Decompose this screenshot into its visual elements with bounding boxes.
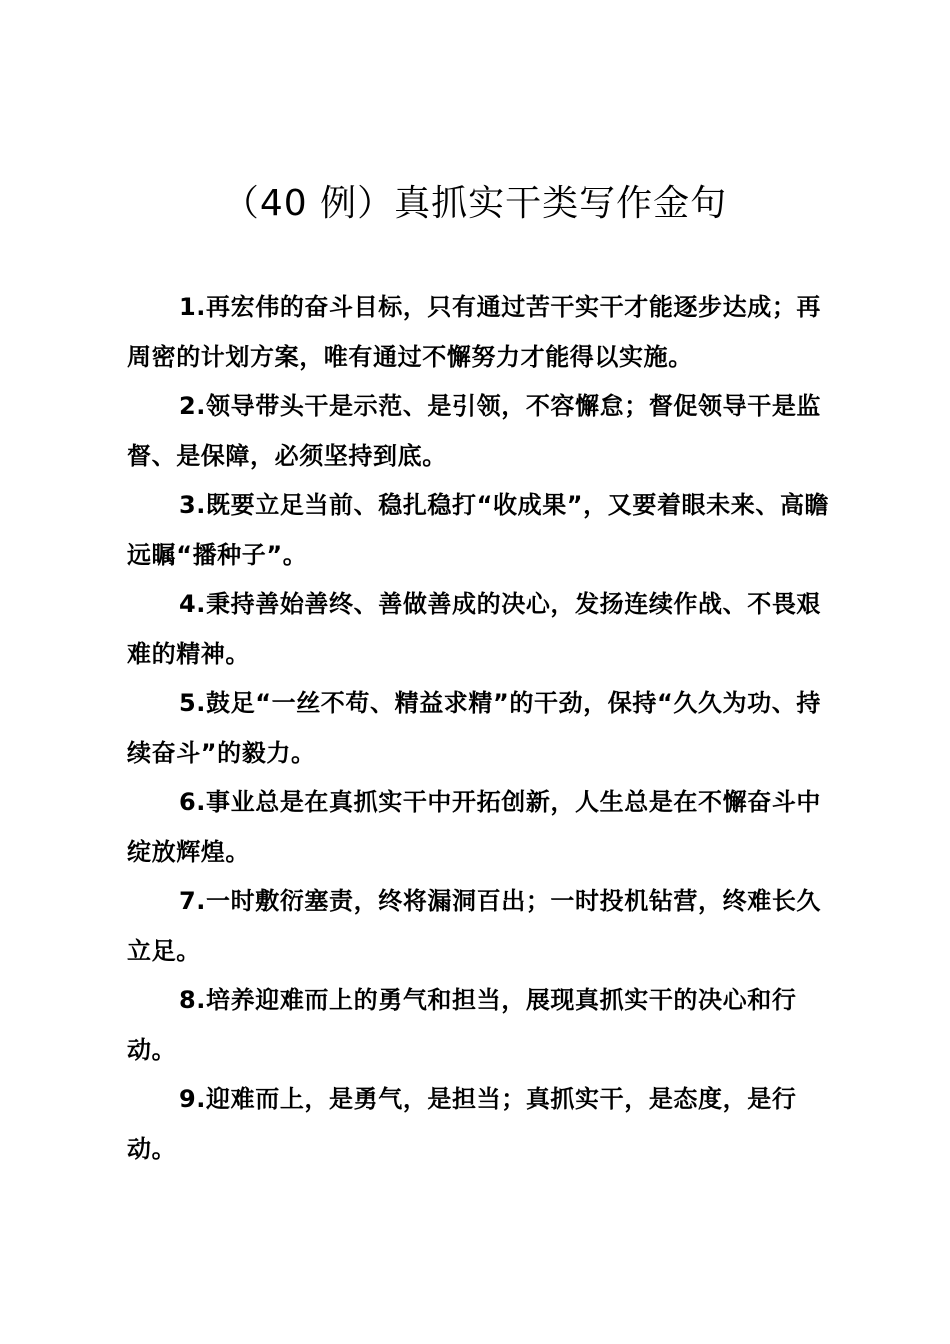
quote-item-2: 2.领导带头干是示范、是引领，不容懈怠；督促领导干是监督、是保障，必须坚持到底。 [127, 392, 822, 470]
quote-item-3: 3.既要立足当前、稳扎稳打“收成果”，又要着眼未来、高瞻远瞩“播种子”。 [127, 491, 830, 569]
document-title: （40 例）真抓实干类写作金句 [222, 183, 728, 224]
quote-item-7: 7.一时敷衍塞责，终将漏洞百出；一时投机钻营，终难长久立足。 [127, 887, 822, 965]
quote-item-1: 1.再宏伟的奋斗目标，只有通过苦干实干才能逐步达成；再周密的计划方案，唯有通过不懈努力才能得以实施。 [127, 293, 822, 371]
quote-item-9: 9.迎难而上，是勇气，是担当；真抓实干，是态度，是行动。 [127, 1085, 797, 1163]
quote-item-5: 5.鼓足“一丝不苟、精益求精”的干劲，保持“久久为功、持续奋斗”的毅力。 [127, 689, 821, 767]
quote-item-6: 6.事业总是在真抓实干中开拓创新，人生总是在不懈奋斗中绽放辉煌。 [127, 788, 822, 866]
quote-item-4: 4.秉持善始善终、善做善成的决心，发扬连续作战、不畏艰难的精神。 [127, 590, 822, 668]
quote-list [127, 283, 839, 1174]
quote-item-8: 8.培养迎难而上的勇气和担当，展现真抓实干的决心和行动。 [127, 986, 797, 1064]
